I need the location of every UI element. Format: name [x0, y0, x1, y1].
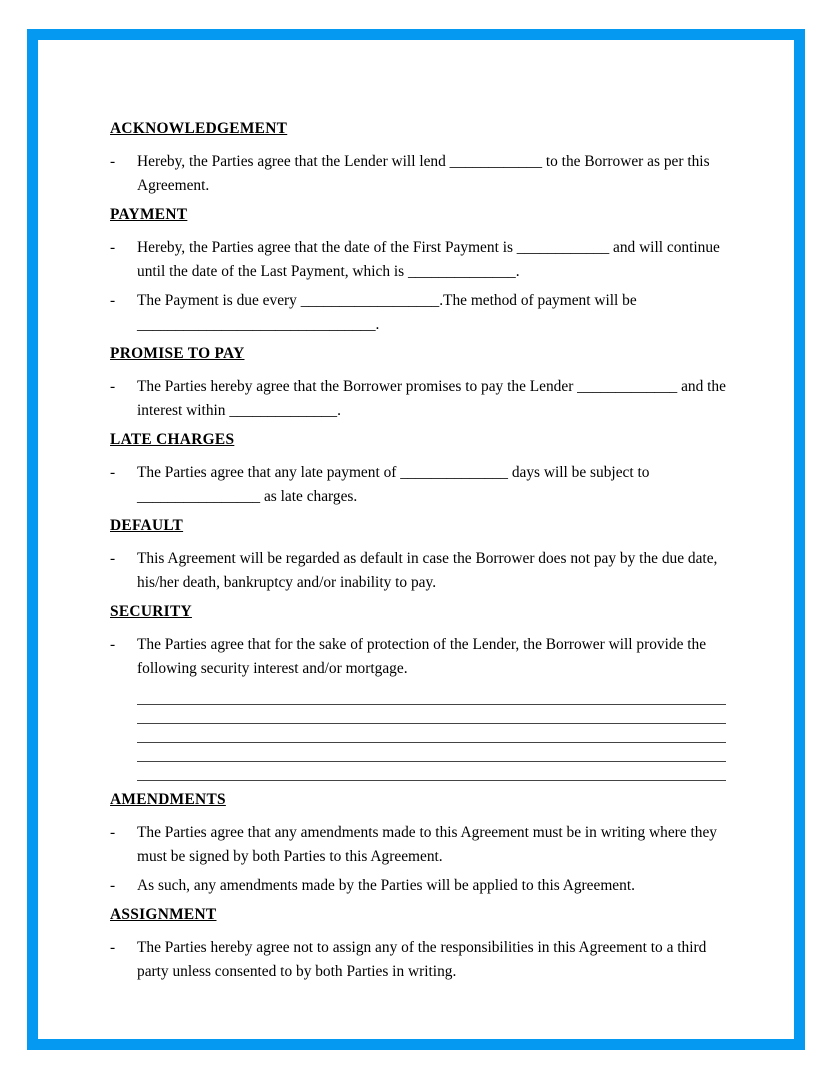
- bullet-item: [110, 874, 726, 898]
- bullet-dash: -: [110, 292, 116, 309]
- bullet-dash: -: [110, 877, 116, 894]
- section-assignment: [110, 903, 726, 984]
- write-in-line: [137, 724, 726, 743]
- bullet-item: [110, 150, 726, 198]
- clause-text: This Agreement will be regarded as default in case the Borrower does not pay by the due date, his/her death, bankruptcy and/or inability to pay.: [137, 550, 718, 591]
- bullet-dash: -: [110, 378, 116, 395]
- bullet-item: [110, 461, 726, 509]
- section-acknowledgement: [110, 117, 726, 198]
- write-in-line: [137, 743, 726, 762]
- bullet-item: [110, 236, 726, 284]
- bullet-item: [110, 633, 726, 681]
- clause-text: Hereby, the Parties agree that the date of the First Payment is ____________ and will continue until the date of the Last Payment, which is ______________.: [137, 239, 720, 280]
- section-heading: ASSIGNMENT: [110, 906, 217, 923]
- bullet-dash: -: [110, 464, 116, 481]
- bullet-item: [110, 821, 726, 869]
- bullet-item: [110, 289, 726, 337]
- clause-text: As such, any amendments made by the Parties will be applied to this Agreement.: [137, 877, 635, 894]
- clause-text: The Parties hereby agree not to assign any of the responsibilities in this Agreement to a third party unless consented to by both Parties in writing.: [137, 939, 707, 980]
- bullet-dash: -: [110, 824, 116, 841]
- section-security: [110, 600, 726, 781]
- bullet-dash: -: [110, 939, 116, 956]
- section-heading: ACKNOWLEDGEMENT: [110, 120, 288, 137]
- bullet-dash: -: [110, 636, 116, 653]
- document-content: [110, 112, 726, 989]
- bullet-dash: -: [110, 153, 116, 170]
- bullet-item: [110, 936, 726, 984]
- write-in-line: [137, 686, 726, 705]
- section-heading: DEFAULT: [110, 517, 184, 534]
- section-heading: PAYMENT: [110, 206, 188, 223]
- section-payment: [110, 203, 726, 337]
- clause-text: The Parties hereby agree that the Borrower promises to pay the Lender _____________ and the interest within ______________.: [137, 378, 726, 419]
- bullet-item: [110, 375, 726, 423]
- section-heading: AMENDMENTS: [110, 791, 226, 808]
- write-in-line: [137, 762, 726, 781]
- clause-text: The Parties agree that any late payment of ______________ days will be subject to ________________ as late charges.: [137, 464, 650, 505]
- section-heading: SECURITY: [110, 603, 192, 620]
- bullet-dash: -: [110, 239, 116, 256]
- clause-text: Hereby, the Parties agree that the Lender will lend ____________ to the Borrower as per this Agreement.: [137, 153, 710, 194]
- section-amendments: [110, 788, 726, 898]
- section-default: [110, 514, 726, 595]
- clause-text: The Parties agree that any amendments made to this Agreement must be in writing where they must be signed by both Parties to this Agreement.: [137, 824, 717, 865]
- section-promise-to-pay: [110, 342, 726, 423]
- section-heading: PROMISE TO PAY: [110, 345, 245, 362]
- clause-text: The Payment is due every __________________.The method of payment will be _______________________________.: [137, 292, 637, 333]
- section-late-charges: [110, 428, 726, 509]
- security-write-in-lines: [137, 686, 726, 781]
- bullet-item: [110, 547, 726, 595]
- clause-text: The Parties agree that for the sake of protection of the Lender, the Borrower will provide the following security interest and/or mortgage.: [137, 636, 707, 677]
- write-in-line: [137, 705, 726, 724]
- bullet-dash: -: [110, 550, 116, 567]
- section-heading: LATE CHARGES: [110, 431, 235, 448]
